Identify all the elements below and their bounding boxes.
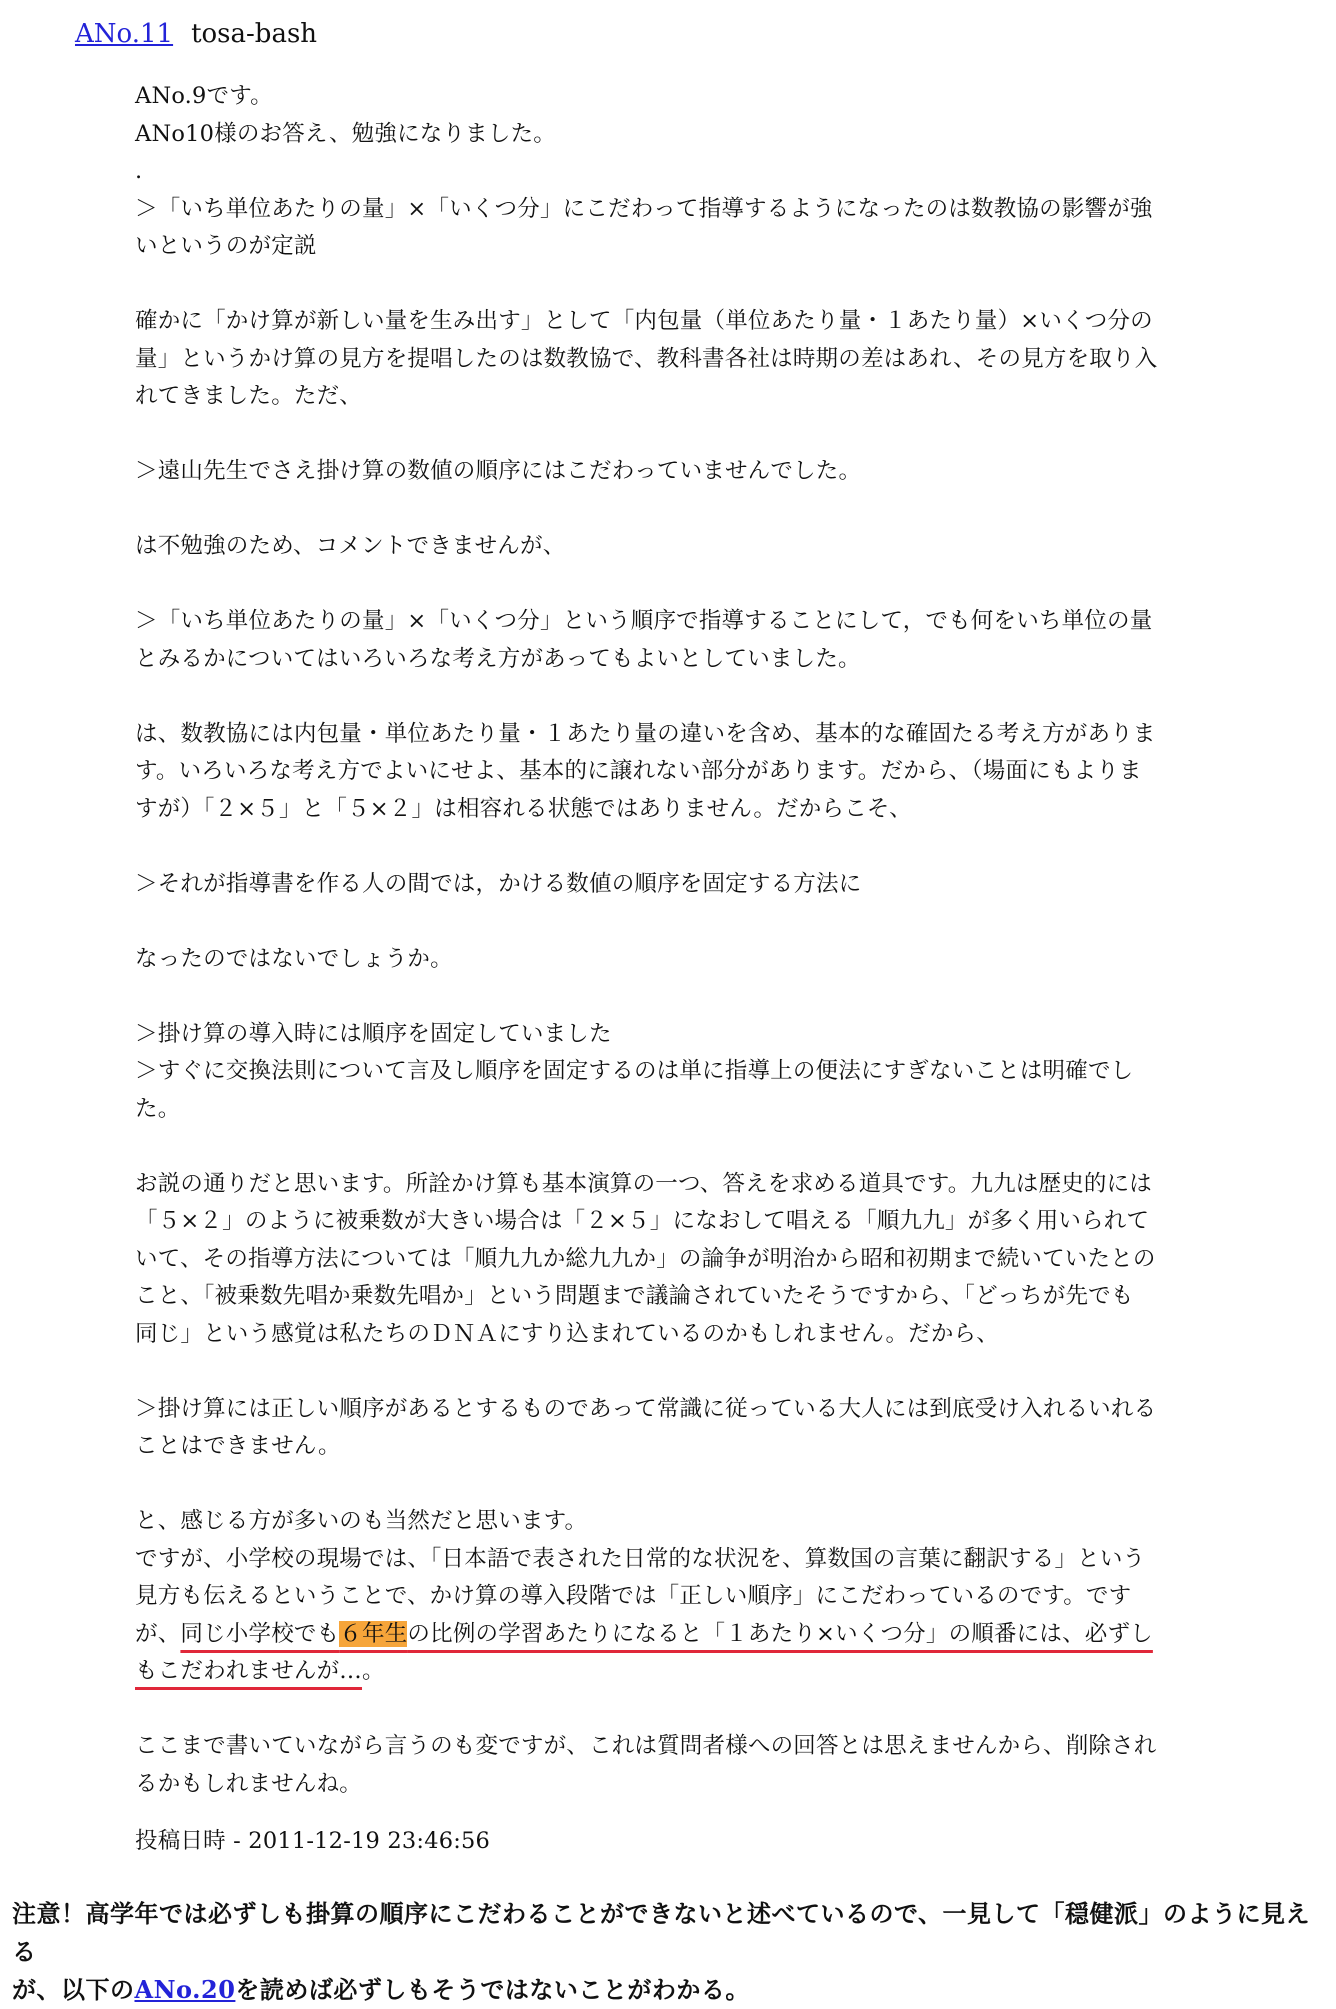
note-text-2: が、以下の: [12, 1975, 135, 2004]
text-line: ＞「いち単位あたりの量」×「いくつ分」という順序で指導することにして，でも何をいち単位の量: [135, 608, 1153, 634]
blank-line: [135, 1691, 1230, 1729]
answer-20-link[interactable]: ANo.20: [134, 1975, 236, 2004]
text-line: 量」というかけ算の見方を提唱したのは数教協で、教科書各社は時期の差はあれ、その見方を取り入: [135, 345, 1158, 372]
text-line: るかもしれませんね。: [135, 1770, 363, 1797]
emphasis-line-2: [135, 1653, 1230, 1691]
text-line: お説の通りだと思います。所詮かけ算も基本演算の一つ、答えを求める道具です。九九は歴史的には: [135, 1170, 1153, 1197]
blank-line: [135, 1466, 1230, 1504]
answer-header: [75, 14, 317, 54]
underlined-text: [180, 1621, 1152, 1647]
emphasis-suffix: 。: [362, 1658, 385, 1684]
editor-note: [12, 1895, 1312, 2009]
text-line: こと、「被乗数先唱か乗数先唱か」という問題まで議論されていたそうですから、「どっちが先でも: [135, 1283, 1134, 1309]
underlined-part-1: 同じ小学校でも: [180, 1620, 340, 1647]
text-line: れてきました。ただ、: [135, 383, 363, 409]
author-name: tosa-bash: [191, 19, 318, 49]
underlined-part-2: の比例の学習あたりになると「１あたり×いくつ分」の順番には、必ずし: [407, 1620, 1153, 1647]
text-line: ＞掛け算の導入時には順序を固定していました: [135, 1020, 612, 1047]
text-line: ANo.9です。: [135, 83, 273, 109]
text-line: ＞掛け算には正しい順序があるとするものであって常識に従っている大人には到底受け入れるいれる: [135, 1395, 1157, 1422]
blank-line: [135, 416, 1230, 454]
text-line: た。: [135, 1095, 181, 1122]
note-text-3: を読めば必ずしもそうではないことがわかる。: [235, 1975, 750, 2004]
blank-line: [135, 266, 1230, 304]
underlined-part-3: もこだわれませんが…: [135, 1658, 363, 1684]
text-line: 確かに「かけ算が新しい量を生み出す」として「内包量（単位あたり量・１あたり量）×いくつ分の: [135, 308, 1153, 334]
text-line: 見方も伝えるということで、かけ算の導入段階では「正しい順序」にこだわっているのです。です: [135, 1583, 1132, 1609]
emphasis-line-1: [135, 1616, 1230, 1654]
blank-line: [135, 491, 1230, 529]
text-line: 同じ」という感覚は私たちのＤＮＡにすり込まれているのかもしれません。だから、: [135, 1320, 999, 1347]
blank-line: [135, 1353, 1230, 1391]
text-line: ここまで書いていながら言うのも変ですが、これは質問者様への回答とは思えませんから、削除され: [135, 1733, 1157, 1759]
answer-number-link[interactable]: ANo.11: [75, 19, 174, 49]
text-line: いて、その指導方法については「順九九か総九九か」の論争が明治から昭和初期まで続いていたとの: [135, 1245, 1156, 1272]
text-line: は不勉強のため、コメントできませんが、: [135, 533, 566, 559]
text-line: と、感じる方が多いのも当然だと思います。: [135, 1508, 588, 1534]
text-line: ＞「いち単位あたりの量」×「いくつ分」にこだわって指導するようになったのは数教協の影響が強: [135, 195, 1153, 222]
text-line: ですが、小学校の現場では、「日本語で表された日常的な状況を、算数国の言葉に翻訳する」という: [135, 1545, 1146, 1572]
highlighted-text: ６年生: [339, 1620, 408, 1647]
blank-line: [135, 566, 1230, 604]
text-line: なったのではないでしょうか。: [135, 945, 453, 972]
blank-line: [135, 978, 1230, 1016]
answer-body: [135, 78, 1230, 1861]
text-line: いというのが定説: [135, 233, 317, 259]
text-line: 「５×２」のように被乗数が大きい場合は「２×５」になおして唱える「順九九」が多く用いられて: [135, 1208, 1150, 1234]
text-line: .: [135, 158, 143, 184]
blank-line: [135, 903, 1230, 941]
posted-datetime: 投稿日時 - 2011-12-19 23:46:56: [135, 1828, 491, 1854]
blank-line: [135, 1128, 1230, 1166]
answer-lines: [135, 78, 1230, 1616]
text-line: ＞それが指導書を作る人の間では，かける数値の順序を固定する方法に: [135, 870, 862, 897]
emphasis-prefix: が、: [135, 1620, 181, 1647]
text-line: ＞遠山先生でさえ掛け算の数値の順序にはこだわっていませんでした。: [135, 458, 862, 484]
text-line: ANo10様のお答え、勉強になりました。: [135, 120, 556, 147]
text-line: すが）「２×５」と「５×２」は相容れる状態ではありません。だからこそ、: [135, 795, 912, 822]
closing-lines: [135, 1691, 1230, 1804]
text-line: ことはできません。: [135, 1433, 341, 1459]
text-line: す。いろいろな考え方でよいにせよ、基本的に譲れない部分があります。だから、（場面にもよりま: [135, 758, 1142, 784]
blank-line: [135, 678, 1230, 716]
blank-line: [135, 828, 1230, 866]
text-line: とみるかについてはいろいろな考え方があってもよいとしていました。: [135, 645, 861, 672]
text-line: ＞すぐに交換法則について言及し順序を固定するのは単に指導上の便法にすぎないことは明確でし: [135, 1058, 1134, 1084]
text-line: は、数教協には内包量・単位あたり量・１あたり量の違いを含め、基本的な確固たる考え方がありま: [135, 720, 1156, 747]
note-text-1: 注意！高学年では必ずしも掛算の順序にこだわることができないと述べているので、一見して「穏健派」のように見える: [12, 1899, 1311, 1966]
